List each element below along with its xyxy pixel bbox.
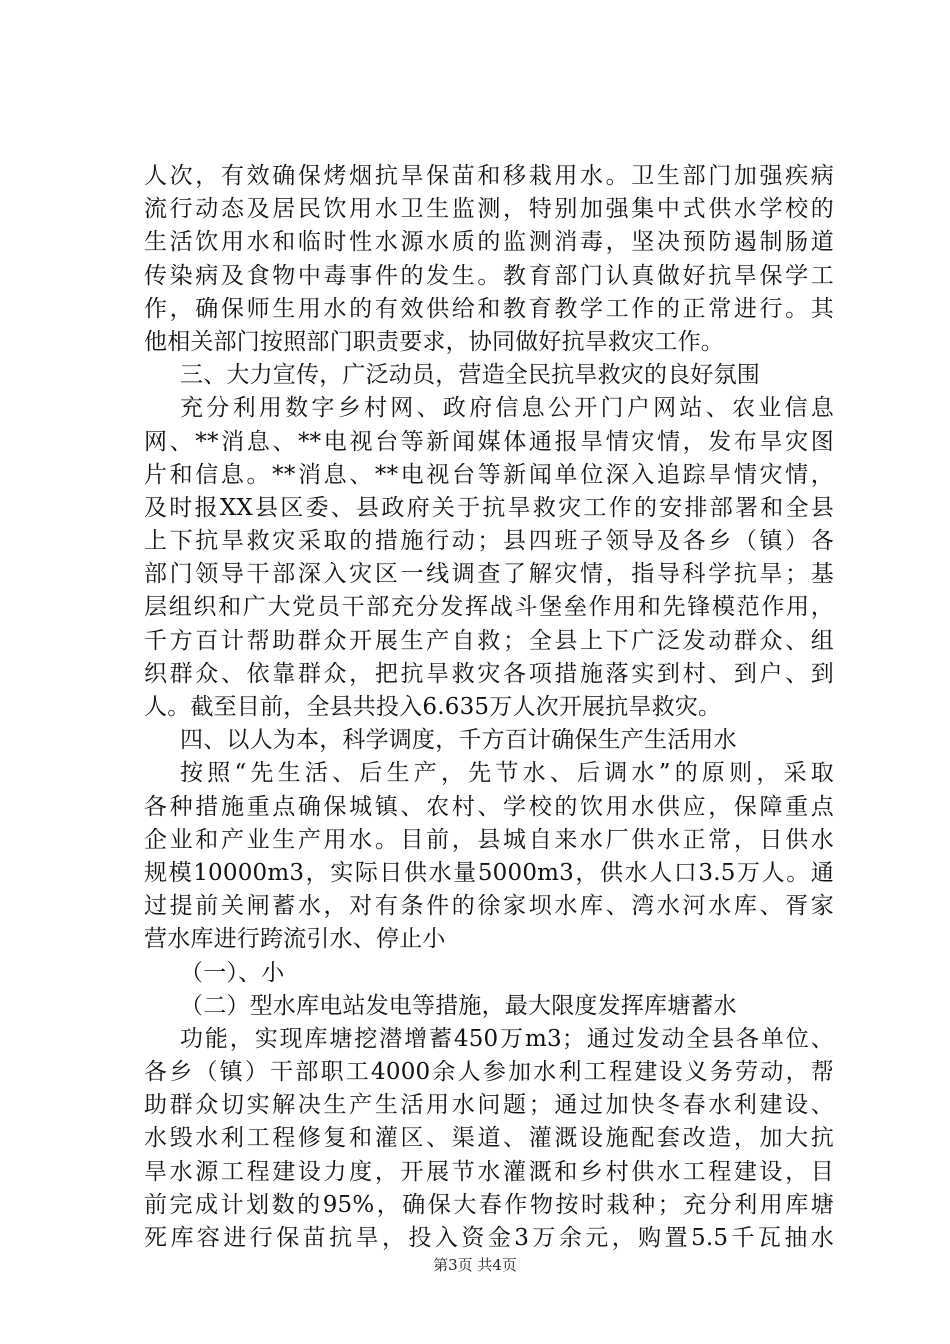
paragraph-start-line: （一）、小	[180, 959, 285, 986]
text-line: 网、**消息、**电视台等新闻媒体通报旱情灾情，发布旱灾图	[144, 428, 834, 455]
paragraph-start-line: 按照“先生活、后生产，先节水、后调水”的原则，采取	[180, 760, 834, 787]
section-heading: 四、以人为本，科学调度，千方百计确保生产生活用水	[180, 727, 737, 754]
text-line: 及时报XX县区委、县政府关于抗旱救灾工作的安排部署和全县	[144, 494, 834, 521]
paragraph-start-line: 功能，实现库塘挖潜增蓄450万m3；通过发动全县各单位、	[180, 1025, 834, 1052]
text-line: 死库容进行保苗抗旱，投入资金3万余元，购置5.5千瓦抽水	[144, 1225, 834, 1251]
text-line: 人次，有效确保烤烟抗旱保苗和移栽用水。卫生部门加强疾病	[144, 163, 834, 189]
text-line: 部门领导干部深入灾区一线调查了解灾情，指导科学抗旱；基	[144, 561, 834, 588]
text-line: 他相关部门按照部门职责要求，协同做好抗旱救灾工作。	[144, 328, 724, 355]
text-line: 作，确保师生用水的有效供给和教育教学工作的正常进行。其	[144, 295, 834, 322]
text-line: 千方百计帮助群众开展生产自救；全县上下广泛发动群众、组	[144, 627, 834, 654]
text-line: 各乡（镇）干部职工4000余人参加水利工程建设义务劳动，帮	[144, 1059, 834, 1086]
text-line: 织群众、依靠群众，把抗旱救灾各项措施落实到村、到户、到	[144, 660, 834, 687]
text-line: 营水库进行跨流引水、停止小	[144, 926, 446, 953]
paragraph-start-line: 充分利用数字乡村网、政府信息公开门户网站、农业信息	[180, 395, 834, 422]
text-line: 水毁水利工程修复和灌区、渠道、灌溉设施配套改造，加大抗	[144, 1125, 834, 1152]
text-line: 过提前关闸蓄水，对有条件的徐家坝水库、湾水河水库、胥家	[144, 893, 834, 920]
text-line: 片和信息。**消息、**电视台等新闻单位深入追踪旱情灾情，	[144, 461, 834, 488]
text-line: 各种措施重点确保城镇、农村、学校的饮用水供应，保障重点	[144, 793, 834, 820]
text-line: 上下抗旱救灾采取的措施行动；县四班子领导及各乡（镇）各	[144, 528, 834, 555]
text-line: 助群众切实解决生产生活用水问题；通过加快冬春水利建设、	[144, 1092, 834, 1119]
text-line: 规模10000m3，实际日供水量5000m3，供水人口3.5万人。通	[144, 859, 834, 886]
text-line: 企业和产业生产用水。目前，县城自来水厂供水正常，日供水	[144, 826, 834, 853]
body-text	[144, 160, 834, 1255]
text-line: 层组织和广大党员干部充分发挥战斗堡垒作用和先锋模范作用，	[144, 594, 834, 621]
section-heading: 三、大力宣传，广泛动员，营造全民抗旱救灾的良好氛围	[180, 362, 760, 389]
text-line: 人。截至目前，全县共投入6.635万人次开展抗旱救灾。	[144, 694, 722, 720]
text-line: 流行动态及居民饮用水卫生监测，特别加强集中式供水学校的	[144, 196, 834, 223]
page-footer: 第3页 共4页	[433, 1256, 517, 1274]
text-line: 前完成计划数的95%，确保大春作物按时栽种；充分利用库塘	[144, 1191, 834, 1218]
text-line: 旱水源工程建设力度，开展节水灌溉和乡村供水工程建设，目	[144, 1158, 834, 1185]
paragraph-start-line: （二）型水库电站发电等措施，最大限度发挥库塘蓄水	[180, 992, 737, 1019]
text-line: 传染病及食物中毒事件的发生。教育部门认真做好抗旱保学工	[144, 262, 834, 289]
text-line: 生活饮用水和临时性水源水质的监测消毒，坚决预防遏制肠道	[144, 229, 834, 256]
